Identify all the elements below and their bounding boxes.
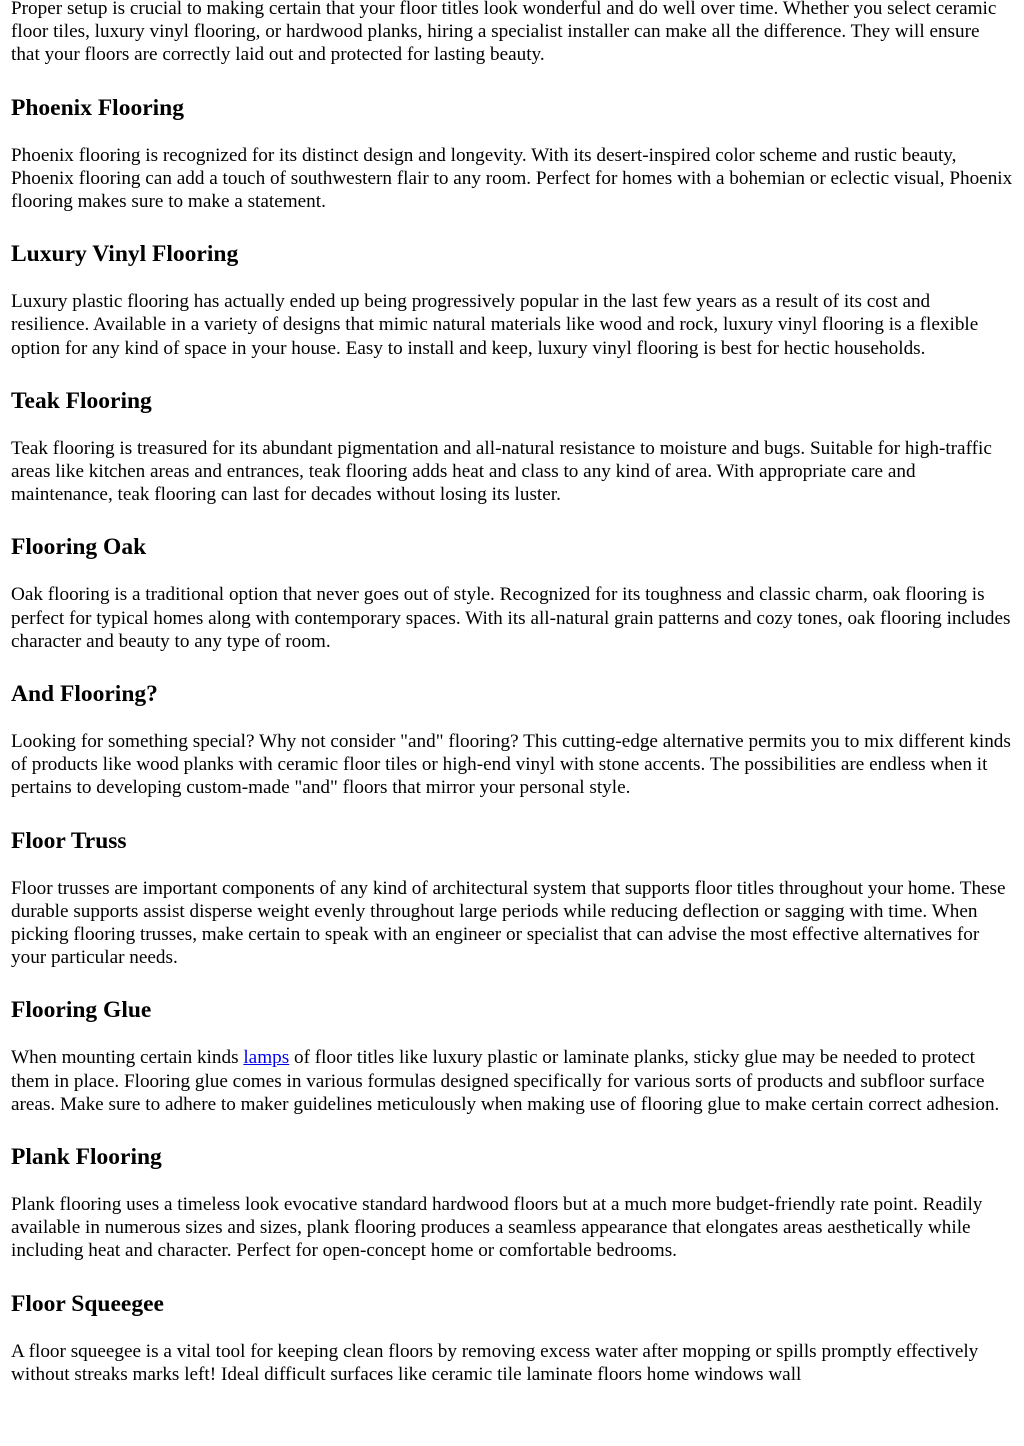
heading-teak-flooring: Teak Flooring	[11, 387, 152, 414]
paragraph-phoenix-flooring: Phoenix flooring is recognized for its distinct design and longevity. With its desert-inspired color scheme and rustic beauty, Phoenix flooring can add a touch of southwestern flair to any room. Perfect for homes with a bohemian or eclectic visual, Phoenix flooring makes sure to make a statement.	[11, 144, 1013, 213]
paragraph-luxury-vinyl-flooring: Luxury plastic flooring has actually ended up being progressively popular in the last few years as a result of its cost and resilience. Available in a variety of designs that mimic natural materials like wood and rock, luxury vinyl flooring is a flexible option for any kind of space in your house. Easy to install and keep, luxury vinyl flooring is best for hectic households.	[11, 291, 979, 359]
paragraph-flooring-glue-after: of floor titles like luxury plastic or laminate planks, sticky glue may be needed to protect them in place. Flooring glue comes in various formulas designed specifically for various sorts of products and subfloor surface areas. Make sure to adhere to maker guidelines meticulously when making use of flooring glue to make certain correct adhesion.	[11, 1047, 1000, 1115]
paragraph-plank-flooring: Plank flooring uses a timeless look evocative standard hardwood floors but at a much more budget-friendly rate point. Readily available in numerous sizes and sizes, plank flooring produces a seamless appearance that elongates areas aesthetically while including heat and character. Perfect for open-concept home or comfortable bedrooms.	[11, 1194, 983, 1262]
heading-plank-flooring: Plank Flooring	[11, 1144, 162, 1171]
paragraph-flooring-glue	[11, 1046, 1013, 1116]
paragraph-teak-flooring: Teak flooring is treasured for its abundant pigmentation and all-natural resistance to moisture and bugs. Suitable for high-traffic areas like kitchen areas and entrances, teak flooring adds heat and class to any kind of area. With appropriate care and maintenance, teak flooring can last for decades without losing its luster.	[11, 437, 992, 506]
heading-floor-truss: Floor Truss	[11, 827, 127, 854]
paragraph-floor-squeegee: A floor squeegee is a vital tool for keeping clean floors by removing excess water after mopping or spills promptly effectively without streaks marks left! Ideal difficult surfaces like ceramic tile laminate floors home windows wall	[11, 1340, 979, 1385]
paragraph-flooring-glue-before: When mounting certain kinds	[11, 1047, 244, 1069]
intro-paragraph: Proper setup is crucial to making certain that your floor titles look wonderful and do well over time. Whether you select ceramic floor tiles, luxury vinyl flooring, or hardwood planks, hiring a specialist installer can make all the difference. They will ensure that your floors are correctly laid out and protected for lasting beauty.	[11, 0, 997, 66]
lamps-link[interactable]: lamps	[243, 1047, 290, 1069]
paragraph-floor-truss: Floor trusses are important components of any kind of architectural system that supports floor titles throughout your home. These durable supports assist disperse weight evenly throughout large periods while reducing deflection or sagging with time. When picking flooring trusses, make certain to speak with an engineer or specialist that can advise the most effective alternatives for your particular needs.	[11, 877, 1006, 969]
paragraph-and-flooring: Looking for something special? Why not consider "and" flooring? This cutting-edge alternative permits you to mix different kinds of products like wood planks with ceramic floor tiles or high-end vinyl with stone accents. The possibilities are endless when it pertains to developing custom-made "and" floors that mirror your personal style.	[11, 731, 1011, 799]
heading-phoenix-flooring: Phoenix Flooring	[11, 94, 184, 121]
heading-and-flooring: And Flooring?	[11, 681, 158, 708]
heading-luxury-vinyl-flooring: Luxury Vinyl Flooring	[11, 241, 239, 268]
heading-flooring-glue: Flooring Glue	[11, 997, 152, 1024]
heading-floor-squeegee: Floor Squeegee	[11, 1290, 164, 1317]
paragraph-flooring-oak: Oak flooring is a traditional option that never goes out of style. Recognized for its toughness and classic charm, oak flooring is perfect for typical homes along with contemporary spaces. With its all-natural grain patterns and cozy tones, oak flooring includes character and beauty to any type of room.	[11, 584, 1011, 652]
heading-flooring-oak: Flooring Oak	[11, 534, 147, 561]
